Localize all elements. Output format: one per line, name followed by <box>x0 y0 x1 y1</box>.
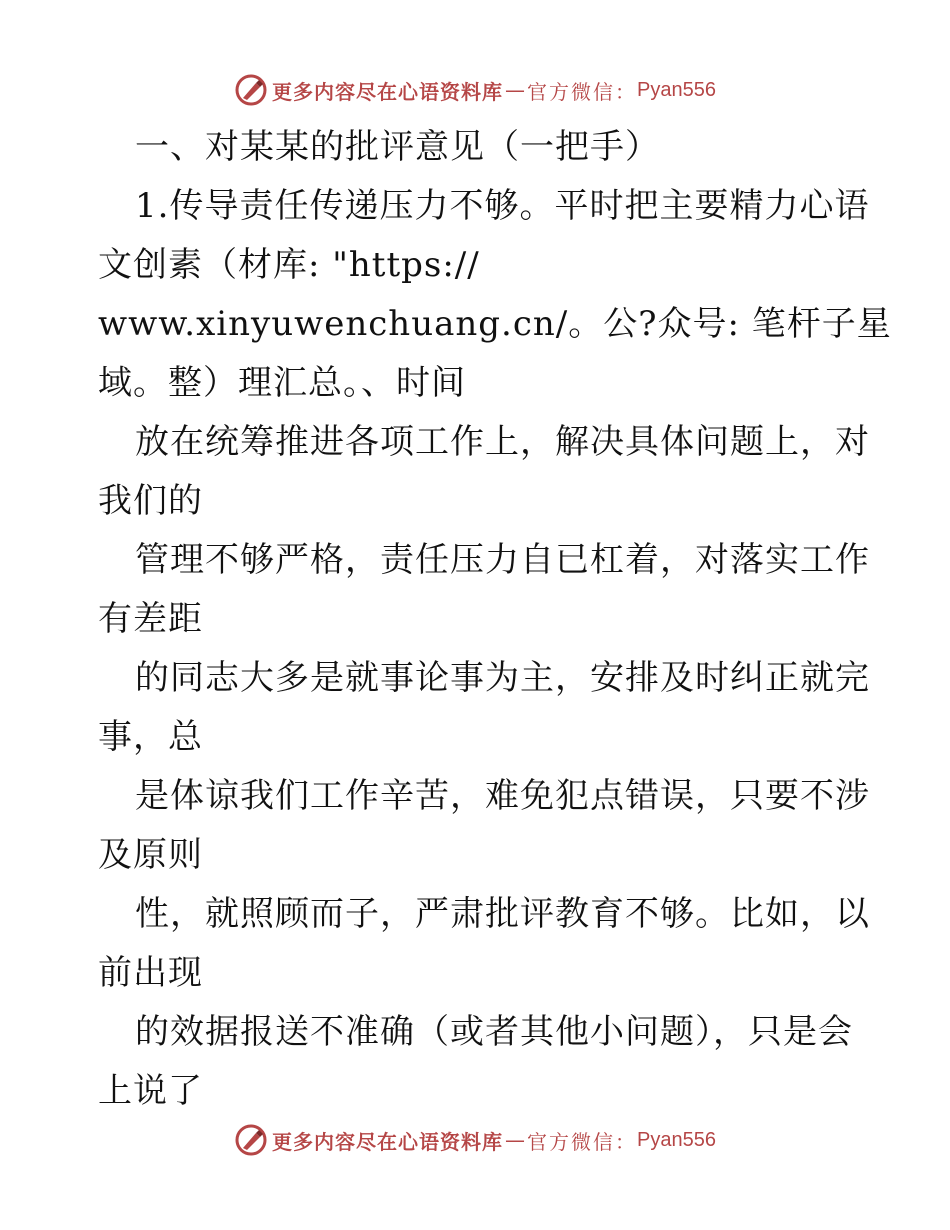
text-line: 的效据报送不准确（或者其他小问题），只是会 <box>135 1012 853 1052</box>
text-line: 事，总 <box>98 717 203 757</box>
text-line: www.xinyuwenchuang.cn/。公?众号: 笔杆子星 <box>98 304 892 344</box>
header-watermark-banner <box>0 70 950 110</box>
text-line: 我们的 <box>98 481 203 521</box>
text-line: 及原则 <box>98 835 203 875</box>
banner-wechat-label: 官方微信： <box>527 1129 638 1154</box>
banner-brand-text: 更多内容尽在心语资料库 <box>272 79 504 104</box>
pen-logo-icon <box>234 73 268 107</box>
banner-dash: — <box>505 78 526 102</box>
text-line: 放在统筹推进各项工作上，解决具体问题上，对 <box>135 422 870 462</box>
text-line: 管理不够严格，责任压力自已杠着，对落实工作 <box>135 540 870 580</box>
banner-brand-text: 更多内容尽在心语资料库 <box>272 1129 504 1154</box>
banner-wechat-id: Pyan556 <box>637 1128 716 1151</box>
banner-dash: — <box>505 1128 526 1152</box>
text-line: 前出现 <box>98 953 203 993</box>
banner-wechat-label: 官方微信： <box>527 79 638 104</box>
text-line: 一、对某某的批评意见（一把手） <box>135 127 660 167</box>
document-body <box>98 118 892 1121</box>
text-line: 是体谅我们工作辛苦，难免犯点错误，只要不涉 <box>135 776 870 816</box>
text-line: 有差距 <box>98 599 203 639</box>
text-line: 1.传导责任传递压力不够。平时把主要精力心语 <box>135 186 870 226</box>
footer-watermark-banner <box>0 1120 950 1160</box>
text-line: 的同志大多是就事论事为主，安排及时纠正就完 <box>135 658 870 698</box>
text-line: 域。整）理汇总。、时间 <box>98 363 466 403</box>
text-line: 文创素（材库: "https:// <box>98 245 480 285</box>
text-line: 性，就照顾而子，严肃批评教育不够。比如，以 <box>135 894 870 934</box>
text-line: 上说了 <box>98 1071 203 1111</box>
pen-logo-icon <box>234 1123 268 1157</box>
banner-wechat-id: Pyan556 <box>637 78 716 101</box>
